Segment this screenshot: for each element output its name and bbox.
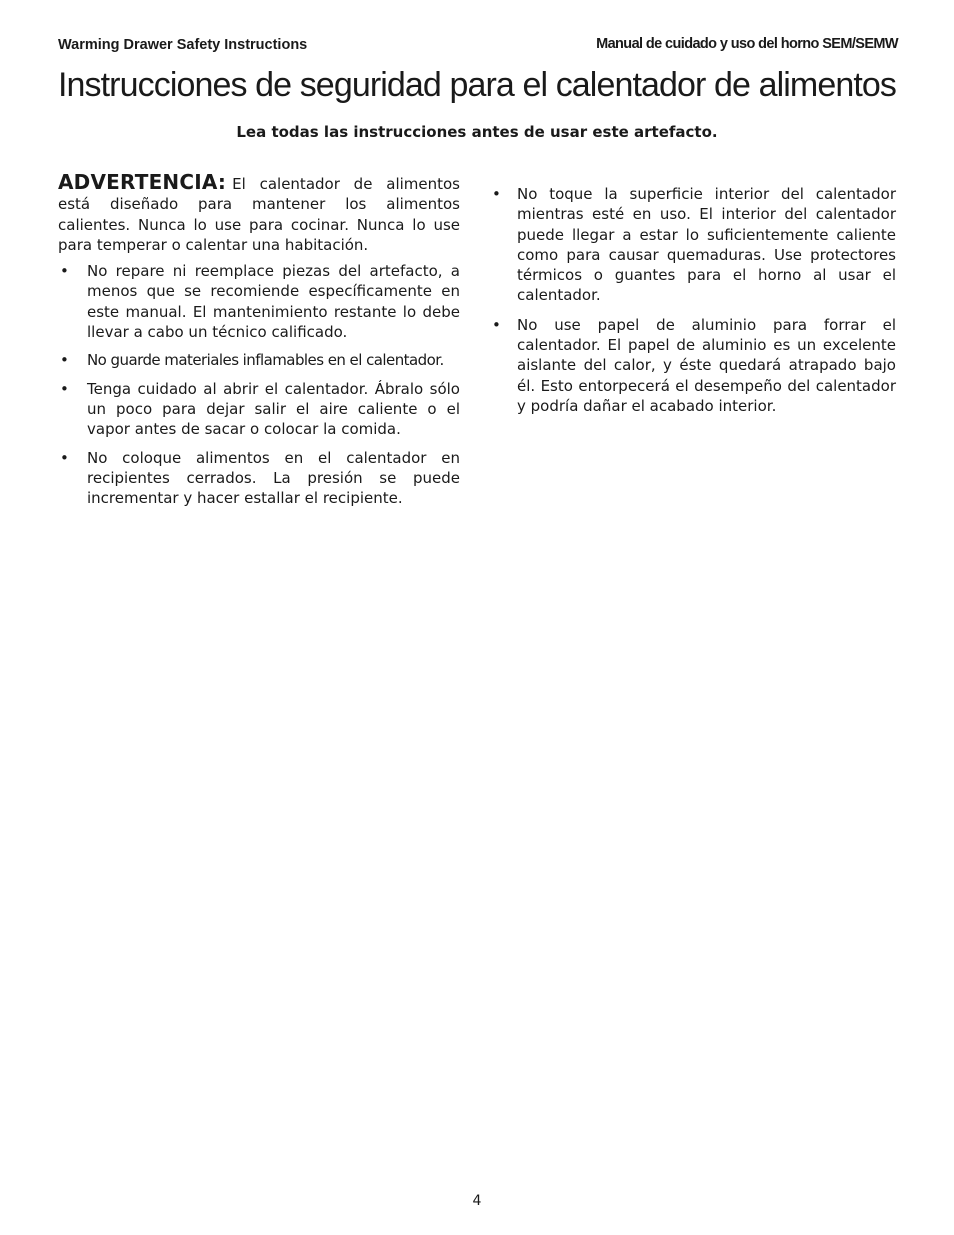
list-item-text: No toque la superficie interior del calentador mientras esté en uso. El interior del calentador puede llegar a estar lo suficientemente caliente como para causar quemaduras. Use protectores térmicos o guantes para el horno al usar el calentador.: [517, 185, 896, 305]
bullet-icon: •: [492, 185, 501, 203]
bullet-icon: •: [60, 379, 69, 398]
list-item: [490, 315, 896, 416]
running-header-left: Warming Drawer Safety Instructions: [58, 37, 308, 53]
page-subtitle: Lea todas las instrucciones antes de usar este artefacto.: [236, 123, 718, 141]
bullet-icon: •: [60, 448, 69, 467]
list-item: [58, 350, 460, 370]
list-item-text: No repare ni reemplace piezas del artefacto, a menos que se recomiende específicamente en este manual. El mantenimiento restante lo debe llevar a cabo un técnico calificado.: [87, 262, 460, 342]
page-title: Instrucciones de seguridad para el calentador de alimentos: [57, 66, 896, 104]
bullet-icon: •: [492, 315, 501, 334]
list-item: [58, 379, 460, 440]
list-item-text: No coloque alimentos en el calentador en recipientes cerrados. La presión se puede incrementar y hacer estallar el recipiente.: [87, 448, 460, 508]
left-bullet-list: [58, 261, 460, 508]
list-item-text: No guarde materiales inflamables en el calentador.: [87, 351, 444, 370]
bullet-icon: •: [60, 351, 69, 370]
warning-label: ADVERTENCIA:: [58, 170, 227, 194]
list-item: [490, 184, 896, 306]
warning-paragraph: [58, 172, 460, 255]
list-item: [58, 448, 460, 509]
bullet-icon: •: [60, 262, 69, 281]
running-header-right: Manual de cuidado y uso del horno SEM/SEMW: [596, 36, 898, 52]
page-number: 4: [472, 1193, 482, 1209]
left-column: [58, 172, 460, 516]
warning-text: El calentador de alimentos está diseñado para mantener los alimentos calientes. Nunca lo use para cocinar. Nunca lo use para temperar o calentar una habitación.: [58, 175, 460, 254]
list-item-text: Tenga cuidado al abrir el calentador. Ábralo sólo un poco para dejar salir el aire caliente o el vapor antes de sacar o colocar la comida.: [87, 379, 460, 439]
list-item-text: No use papel de aluminio para forrar el calentador. El papel de aluminio es un excelente aislante del calor, y éste quedará atrapado bajo él. Esto entorpecerá el desempeño del calentador y podría dañar el acabado interior.: [517, 315, 896, 415]
list-item: [58, 261, 460, 342]
right-bullet-list: [490, 184, 896, 416]
right-column: [490, 184, 896, 425]
